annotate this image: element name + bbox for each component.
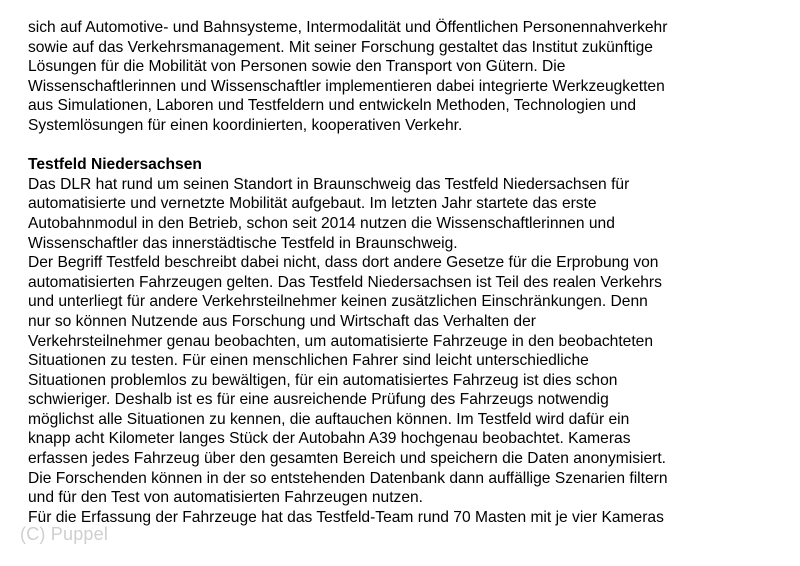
body-line: schwieriger. Deshalb ist es für eine ausreichende Prüfung des Fahrzeugs notwendig <box>28 391 609 409</box>
intro-line: Systemlösungen für einen koordinierten, kooperativen Verkehr. <box>28 116 463 134</box>
body-line: automatisierten Fahrzeugen gelten. Das Testfeld Niedersachsen ist Teil des realen Verkehrs <box>28 273 662 291</box>
section-heading: Testfeld Niedersachsen <box>28 156 202 174</box>
body-line: automatisierte und vernetzte Mobilität aufgebaut. Im letzten Jahr startete das erste <box>28 195 597 213</box>
body-line: und für den Test von automatisierten Fahrzeugen nutzen. <box>28 489 424 507</box>
body-line: Autobahnmodul in den Betrieb, schon seit 2014 nutzen die Wissenschaftlerinnen und <box>28 214 615 232</box>
body-line: und unterliegt für andere Verkehrsteilnehmer keinen zusätzlichen Einschränkungen. Denn <box>28 293 648 311</box>
copyright-watermark: (C) Puppel <box>20 524 109 544</box>
body-line: erfassen jedes Fahrzeug über den gesamten Bereich und speichern die Daten anonymisiert. <box>28 450 666 468</box>
body-line: Wissenschaftler das innerstädtische Testfeld in Braunschweig. <box>28 234 458 252</box>
body-line: Situationen problemlos zu bewältigen, für ein automatisiertes Fahrzeug ist dies schon <box>28 371 618 389</box>
intro-line: sowie auf das Verkehrsmanagement. Mit seiner Forschung gestaltet das Institut zukünftige <box>28 38 653 56</box>
body-line: Der Begriff Testfeld beschreibt dabei nicht, dass dort andere Gesetze für die Erprobung von <box>28 254 659 272</box>
body-line: möglichst alle Situationen zu kennen, die auftauchen können. Im Testfeld wird dafür ein <box>28 410 630 428</box>
intro-line: aus Simulationen, Laboren und Testfeldern und entwickeln Methoden, Technologien und <box>28 97 637 115</box>
intro-line: Wissenschaftlerinnen und Wissenschaftler implementieren dabei integrierte Werkzeugketten <box>28 77 665 95</box>
body-line: Verkehrsteilnehmer genau beobachten, um automatisierte Fahrzeuge in den beobachteten <box>28 332 654 350</box>
body-line: Für die Erfassung der Fahrzeuge hat das Testfeld-Team rund 70 Masten mit je vier Kameras <box>28 508 664 526</box>
body-line: Die Forschenden können in der so entstehenden Datenbank dann auffällige Szenarien filtern <box>28 469 668 487</box>
body-line: Das DLR hat rund um seinen Standort in Braunschweig das Testfeld Niedersachsen für <box>28 175 630 193</box>
body-line: Situationen zu testen. Für einen menschlichen Fahrer sind leicht unterschiedliche <box>28 352 589 370</box>
document-text <box>28 18 788 527</box>
paragraph-spacer <box>28 136 788 156</box>
body-line: knapp acht Kilometer langes Stück der Autobahn A39 hochgenau beobachtet. Kameras <box>28 430 631 448</box>
intro-line: Lösungen für die Mobilität von Personen sowie den Transport von Gütern. Die <box>28 58 566 76</box>
body-line: nur so können Nutzende aus Forschung und Wirtschaft das Verhalten der <box>28 312 536 330</box>
intro-line: sich auf Automotive- und Bahnsysteme, Intermodalität und Öffentlichen Personennahverkehr <box>28 19 668 36</box>
